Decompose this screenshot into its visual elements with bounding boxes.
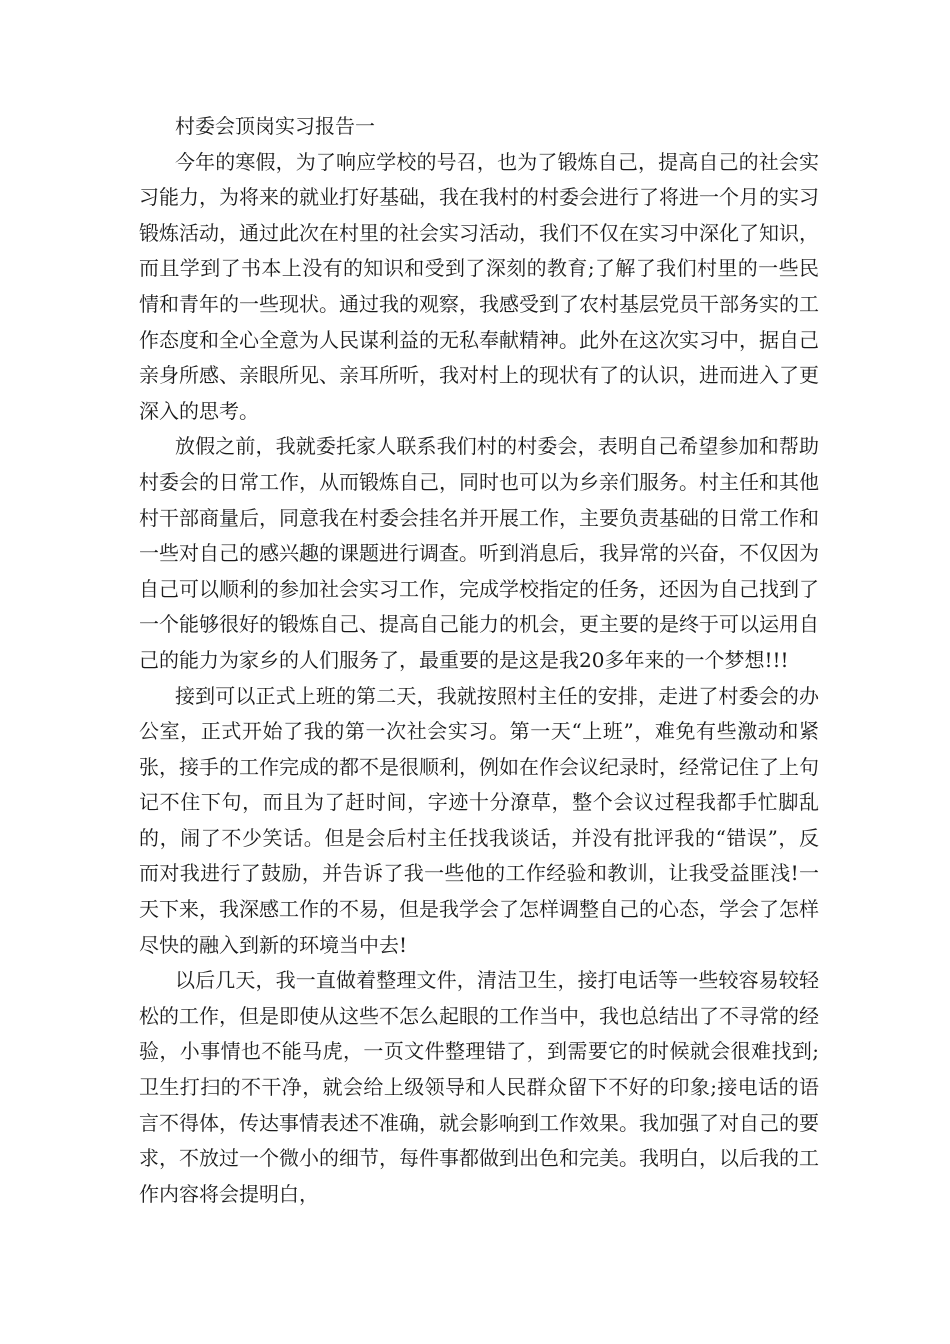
paragraph-1: 今年的寒假，为了响应学校的号召，也为了锻炼自己，提高自己的社会实习能力，为将来的就业打好基础，我在我村的村委会进行了将进一个月的实习锻炼活动，通过此次在村里的社会实习活动，我们不仅在实习中深化了知识，而且学到了书本上没有的知识和受到了深刻的教育;了解了我们村里的一些民情和青年的一些现状。通过我的观察，我感受到了农村基层党员干部务实的工作态度和全心全意为人民谋利益的无私奉献精神。此外在这次实习中，据自己亲身所感、亲眼所见、亲耳所听，我对村上的现状有了的认识，进而进入了更深入的思考。: [139, 149, 819, 423]
paragraph-2: 放假之前，我就委托家人联系我们村的村委会，表明自己希望参加和帮助村委会的日常工作，从而锻炼自己，同时也可以为乡亲们服务。村主任和其他村干部商量后，同意我在村委会挂名并开展工作，主要负责基础的日常工作和一些对自己的感兴趣的课题进行调查。听到消息后，我异常的兴奋，不仅因为自己可以顺利的参加社会实习工作，完成学校指定的任务，还因为自己找到了一个能够很好的锻炼自己、提高自己能力的机会，更主要的是终于可以运用自己的能力为家乡的人们服务了，最重要的是这是我20多年来的一个梦想!!!: [139, 434, 819, 672]
paragraph-4: 以后几天，我一直做着整理文件，清洁卫生，接打电话等一些较容易较轻松的工作，但是即使从这些不怎么起眼的工作当中，我也总结出了不寻常的经验，小事情也不能马虎，一页文件整理错了，到需要它的时候就会很难找到;卫生打扫的不干净，就会给上级领导和人民群众留下不好的印象;接电话的语言不得体，传达事情表述不准确，就会影响到工作效果。我加强了对自己的要求，不放过一个微小的细节，每件事都做到出色和完美。我明白，以后我的工作内容将会提明白，: [139, 968, 819, 1206]
document-title: 村委会顶岗实习报告一: [175, 114, 375, 138]
document-body: [139, 109, 819, 1212]
paragraph-3: 接到可以正式上班的第二天，我就按照村主任的安排，走进了村委会的办公室，正式开始了我的第一次社会实习。第一天“上班”，难免有些激动和紧张，接手的工作完成的都不是很顺利，例如在作会议纪录时，经常记住了上句记不住下句，而且为了赶时间，字迹十分潦草，整个会议过程我都手忙脚乱的，闹了不少笑话。但是会后村主任找我谈话，并没有批评我的“错误”，反而对我进行了鼓励，并告诉了我一些他的工作经验和教训，让我受益匪浅!一天下来，我深感工作的不易，但是我学会了怎样调整自己的心态，学会了怎样尽快的融入到新的环境当中去!: [139, 683, 819, 957]
